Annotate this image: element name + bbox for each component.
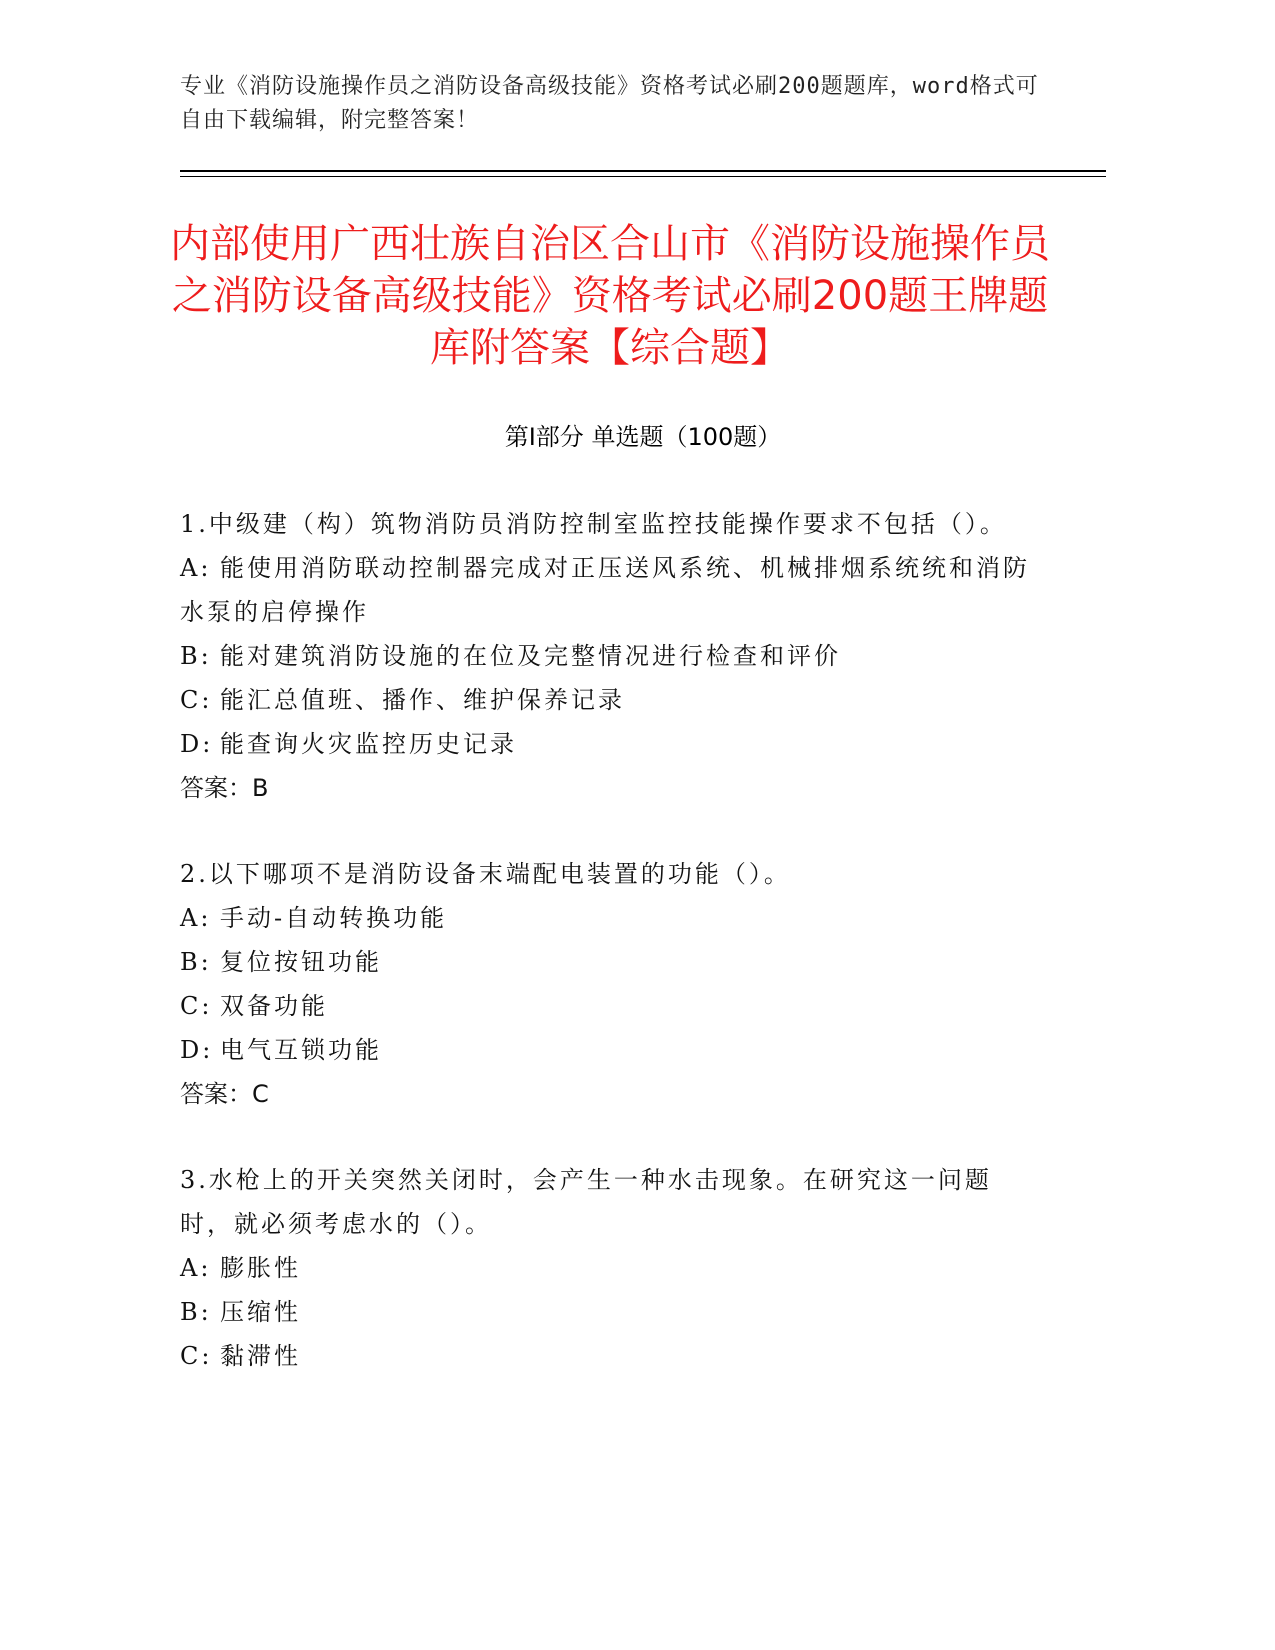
option-text: 膨胀性	[220, 1254, 301, 1282]
question-stem: 3.水枪上的开关突然关闭时，会产生一种水击现象。在研究这一问题时，就必须考虑水的（）。	[180, 1166, 992, 1238]
option-text: 双备功能	[220, 992, 328, 1020]
option-text: 能使用消防联动控制器完成对正压送风系统、机械排烟系统统和消防水泵的启停操作	[180, 554, 1030, 626]
option-d	[180, 1028, 1040, 1072]
option-text: 手动-自动转换功能	[220, 904, 448, 932]
question-stem: 1.中级建（构）筑物消防员消防控制室监控技能操作要求不包括（）。	[180, 510, 1007, 538]
option-c	[180, 984, 1040, 1028]
option-letter: A:	[180, 904, 212, 932]
option-c	[180, 678, 1040, 722]
option-a	[180, 896, 1040, 940]
option-d	[180, 722, 1040, 766]
option-letter: B:	[180, 1298, 212, 1326]
option-text: 黏滞性	[220, 1342, 301, 1370]
question-1	[180, 502, 1040, 810]
answer: 答案：B	[180, 774, 269, 802]
option-text: 能查询火灾监控历史记录	[220, 730, 517, 758]
option-text: 压缩性	[220, 1298, 301, 1326]
option-letter: C:	[180, 992, 213, 1020]
option-letter: A:	[180, 554, 212, 582]
question-list	[180, 502, 1040, 1420]
option-text: 能对建筑消防设施的在位及完整情况进行检查和评价	[220, 642, 841, 670]
header-rule-thin	[180, 176, 1106, 177]
option-letter: C:	[180, 686, 213, 714]
option-a	[180, 546, 1040, 634]
option-letter: B:	[180, 948, 212, 976]
question-stem: 2.以下哪项不是消防设备末端配电装置的功能（）。	[180, 860, 791, 888]
option-text: 复位按钮功能	[220, 948, 382, 976]
header-note: 专业《消防设施操作员之消防设备高级技能》资格考试必刷200题题库，word格式可自由下载编辑，附完整答案！	[180, 74, 1039, 133]
option-letter: B:	[180, 642, 212, 670]
option-a	[180, 1246, 1040, 1290]
option-c	[180, 1334, 1040, 1378]
option-letter: D:	[180, 730, 214, 758]
header-rule-thick	[180, 170, 1106, 172]
option-b	[180, 940, 1040, 984]
answer: 答案：C	[180, 1080, 269, 1108]
question-2	[180, 852, 1040, 1116]
option-b	[180, 634, 1040, 678]
question-3	[180, 1158, 1040, 1378]
option-text: 能汇总值班、播作、维护保养记录	[220, 686, 625, 714]
option-text: 电气互锁功能	[220, 1036, 382, 1064]
section-heading: 第Ⅰ部分 单选题（100题）	[504, 423, 782, 451]
option-letter: C:	[180, 1342, 213, 1370]
option-letter: D:	[180, 1036, 214, 1064]
option-letter: A:	[180, 1254, 212, 1282]
document-title: 内部使用广西壮族自治区合山市《消防设施操作员之消防设备高级技能》资格考试必刷200题王牌题库附答案【综合题】	[170, 221, 1050, 371]
option-b	[180, 1290, 1040, 1334]
